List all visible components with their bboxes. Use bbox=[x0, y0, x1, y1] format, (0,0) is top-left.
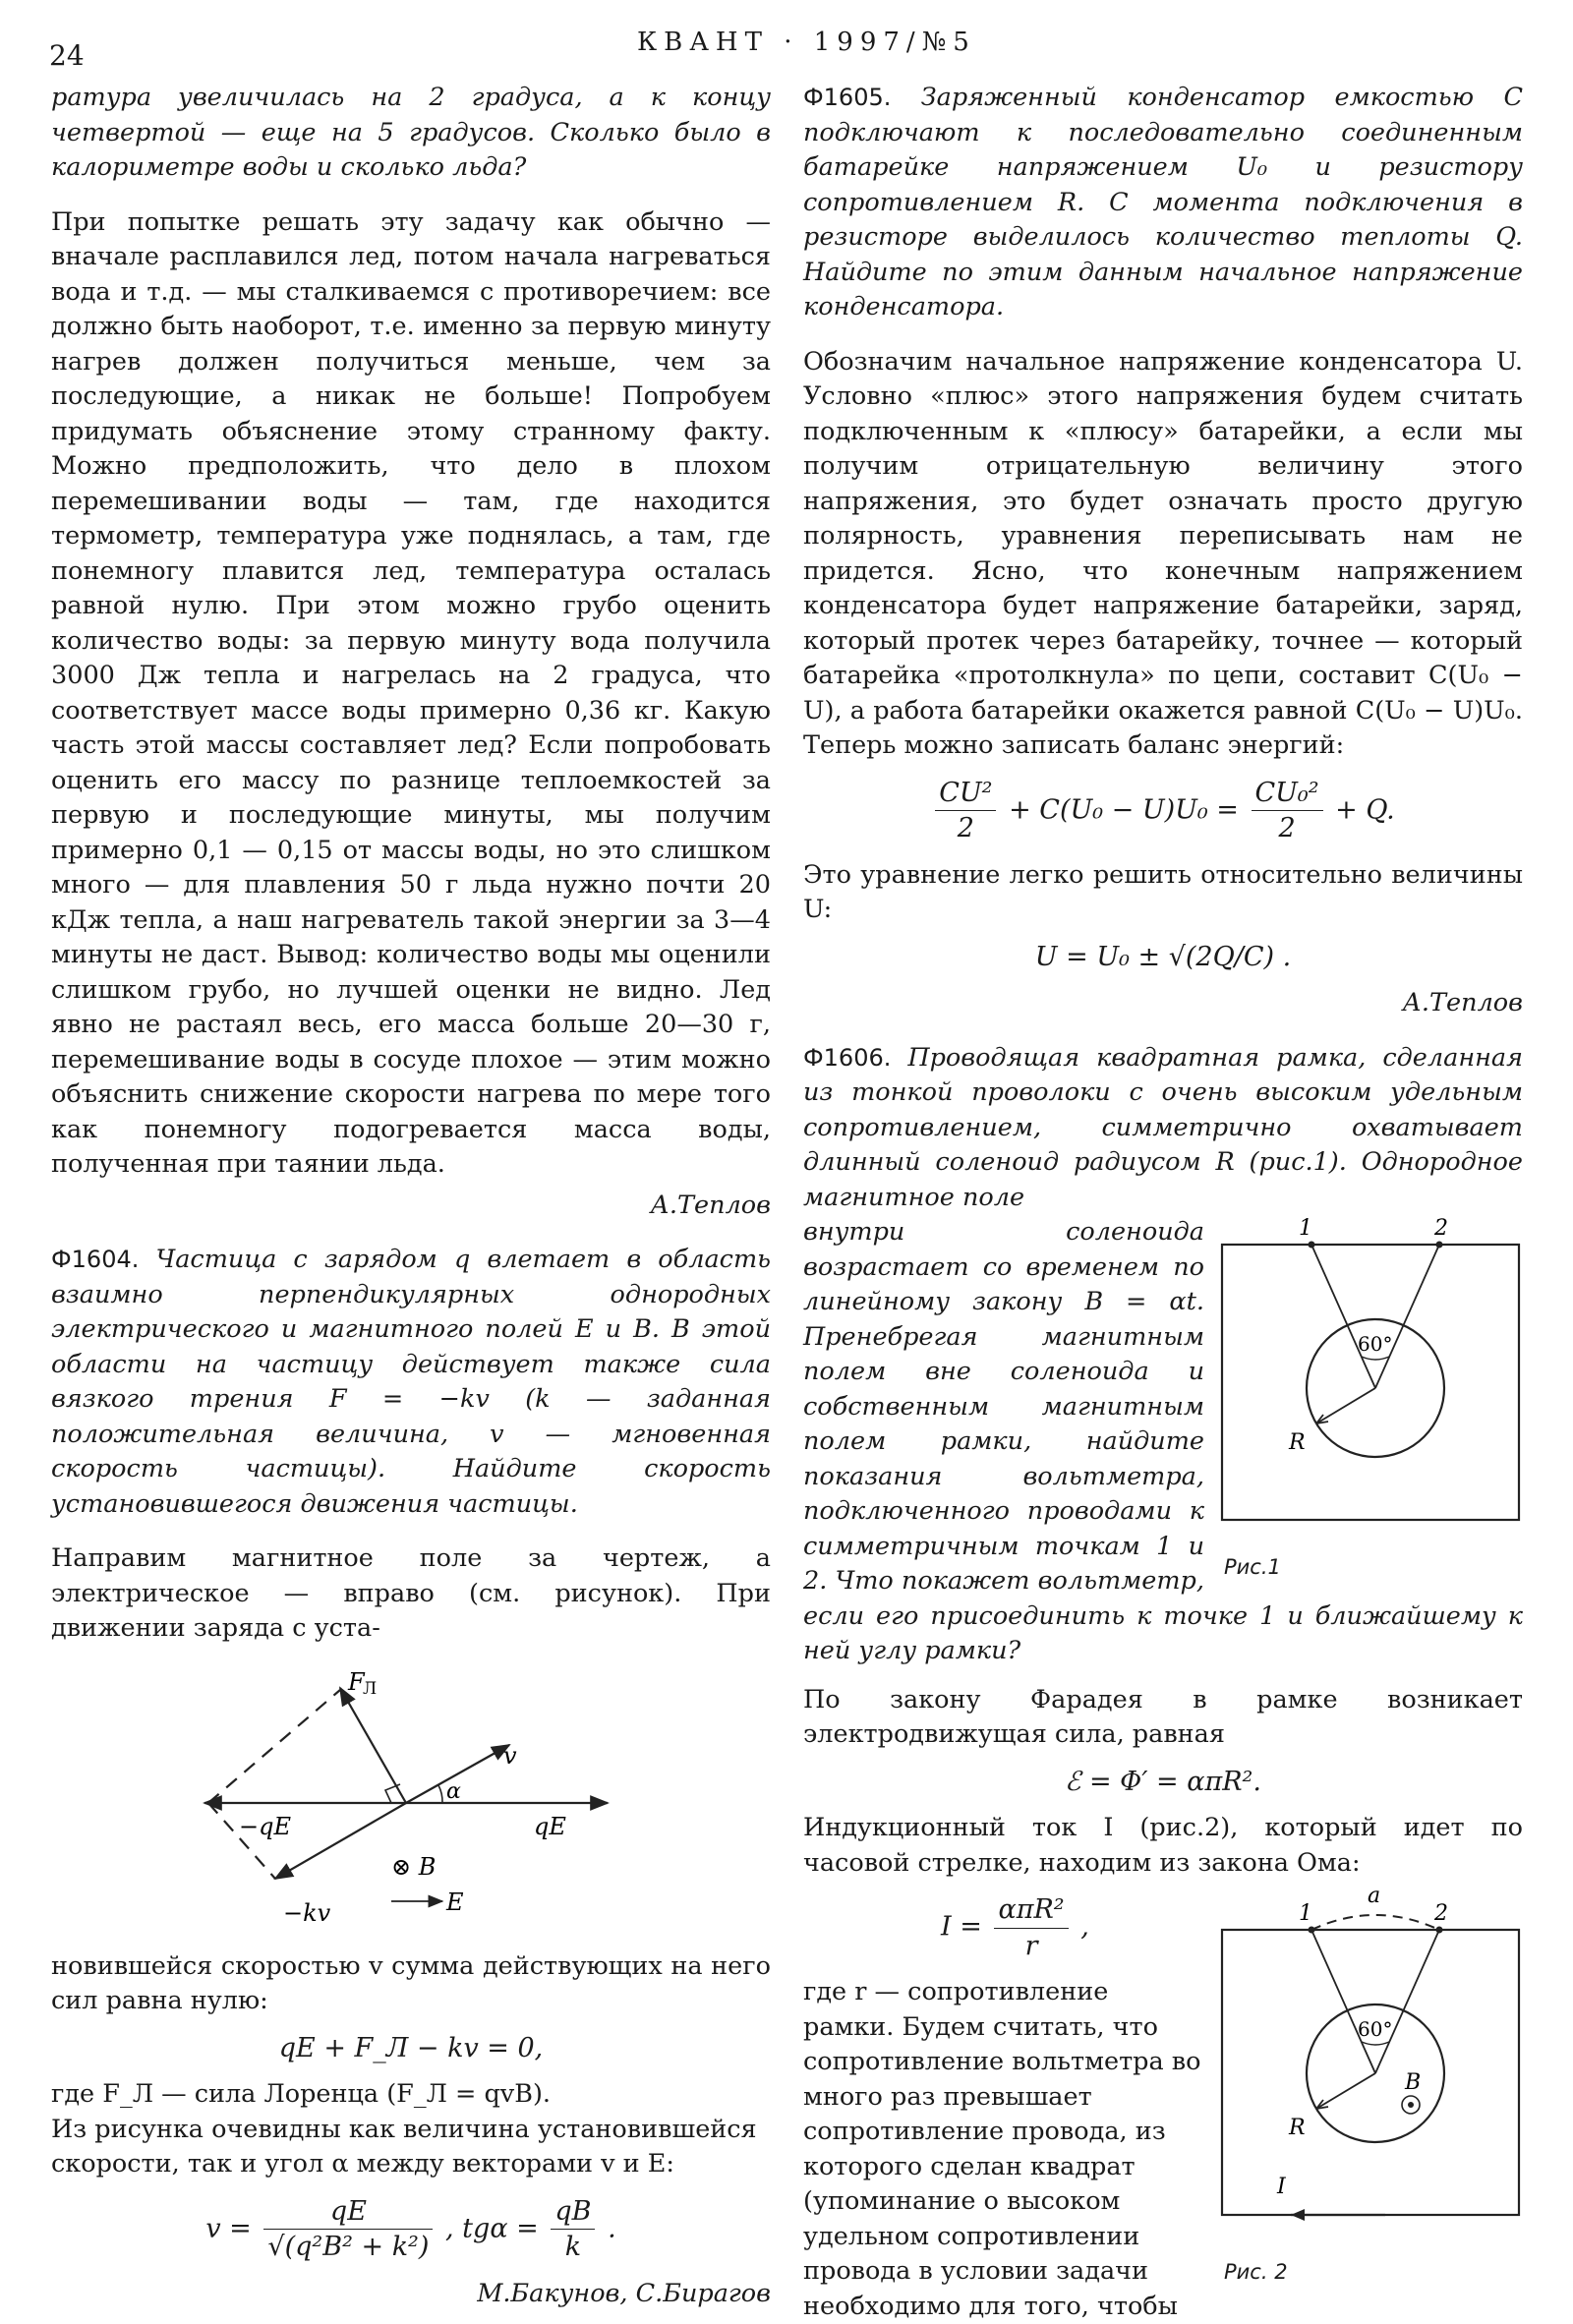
label-2: 2 bbox=[1434, 1901, 1448, 1926]
minus-kv-label: −kv bbox=[283, 1898, 331, 1927]
denominator: 2 bbox=[1278, 813, 1296, 843]
square-frame bbox=[1222, 1245, 1519, 1520]
label-a: a bbox=[1368, 1884, 1381, 1908]
eq-end: + Q. bbox=[1335, 794, 1395, 825]
eq-mid: + C(U₀ − U)U₀ = bbox=[1009, 794, 1239, 825]
fl-subscript: Л bbox=[363, 1678, 378, 1699]
left-column bbox=[51, 81, 771, 2311]
energy-equation bbox=[803, 776, 1523, 846]
solution-text: По закону Фарадея в рамке возникает электродвижущая сила, равная bbox=[803, 1684, 1523, 1749]
solution-text: Индукционный ток I (рис.2), который идет по часовой стрелке, находим из закона Ома: bbox=[803, 1813, 1523, 1878]
fraction bbox=[1252, 776, 1323, 846]
wire-line bbox=[1311, 1245, 1375, 1388]
e-symbol-label: E bbox=[446, 1888, 464, 1916]
solution-text: где r — сопротивление рамки. Будем считать, что сопротивление вольтметра во много раз превышает сопротивление провода, из которого сделан квадрат (упоминание о высоком удельном сопротивлении провода в условии задачи необходимо для того, чтобы bbox=[803, 1977, 1201, 2321]
figure-2-diagram bbox=[1218, 1881, 1523, 2244]
author-signature: М.Бакунов, С.Бирагов bbox=[477, 2278, 771, 2308]
fraction bbox=[551, 2194, 595, 2265]
u-equation: U = U₀ ± √(2Q/C) . bbox=[1034, 941, 1292, 972]
numerator: CU₀² bbox=[1252, 776, 1323, 812]
lorentz-text: где F_Л — сила Лоренца (F_Л = qvB). bbox=[51, 2079, 551, 2109]
label-b: B bbox=[1405, 2070, 1422, 2095]
angle-label: 60° bbox=[1358, 1332, 1393, 1356]
figure-1 bbox=[1218, 1215, 1523, 1585]
emf-equation: ℰ = Φ′ = απR². bbox=[1065, 1766, 1261, 1797]
alpha-label: α bbox=[446, 1778, 461, 1804]
fl-label: F bbox=[348, 1667, 365, 1696]
alpha-arc bbox=[438, 1785, 442, 1803]
v-label: v bbox=[503, 1741, 517, 1770]
dashed-line bbox=[208, 1690, 340, 1803]
problem-id: Ф1606. bbox=[803, 1043, 892, 1072]
angle-label: 60° bbox=[1358, 2017, 1393, 2041]
right-column bbox=[803, 81, 1523, 2324]
figure-1-diagram bbox=[1218, 1215, 1523, 1540]
eq-end: , bbox=[1080, 1911, 1089, 1943]
eq-end: . bbox=[608, 2213, 616, 2243]
friction-vector bbox=[275, 1803, 406, 1879]
problem-text: Заряженный конденсатор емкостью C подключают к последовательно соединенным батарейке напряжением U₀ и резистору сопротивлением R. С момента подключения в резисторе выделилось количество теплоты Q. Найдите по этим данным начальное напряжение конденсатора. bbox=[803, 83, 1523, 321]
label-i: I bbox=[1277, 2175, 1286, 2199]
problem-continuation: ратура увеличилась на 2 градуса, а к концу четвертой — еще на 5 градусов. Сколько было в калориметре воды и сколько льда? bbox=[51, 83, 771, 182]
force-balance-equation: qE + F_Л − kv = 0, bbox=[278, 2032, 544, 2063]
radius-line bbox=[1316, 2073, 1375, 2109]
numerator: CU² bbox=[935, 776, 996, 812]
problem-id: Ф1604. bbox=[51, 1246, 140, 1273]
fraction bbox=[935, 776, 996, 846]
problem-text: Частица с зарядом q влетает в область взаимно перпендикулярных однородных электрического и магнитного полей E и B. В этой области на частицу действует также сила вязкого трения F = −kv (k — заданная положительная величина, v — мгновенная скорость частицы). Найдите скорость установившегося движения частицы. bbox=[51, 1245, 772, 1519]
author-signature: А.Теплов bbox=[1402, 988, 1523, 1017]
square-frame bbox=[1222, 1930, 1519, 2215]
denominator: √(q²B² + k²) bbox=[267, 2232, 430, 2262]
path-a-dashed bbox=[1311, 1915, 1439, 1930]
figure-2 bbox=[1218, 1881, 1523, 2290]
solution-paragraph: При попытке решать эту задачу как обычно — вначале расплавился лед, потом начала нагреваться вода и т.д. — мы сталкиваемся с противоречием: все должно быть наоборот, т.е. именно за первую минуту нагрев должен получиться меньше, чем за последующие, а никак не больше! Попробуем придумать объяснение этому странному факту. Можно предположить, что дело в плохом перемешивании воды — там, где находится термометр, температура уже поднялась, а там, где понемногу плавится лед, температура осталась равной нулю. При этом можно грубо оценить количество воды: за первую минуту вода получила 3000 Дж тепла и нагрелась на 2 градуса, что соответствует массе воды примерно 0,36 кг. Какую часть этой массы составляет лед? Если попробовать оценить его массу по разнице теплоемкостей за первую и последующие минуты, мы получим примерно 0,1 — 0,15 от массы воды, но это слишком много — для плавления 50 г льда нужно почти 20 кДж тепла, а наш нагреватель такой энергии за 3—4 минуты не даст. Вывод: количество воды мы оценили слишком грубо, но лучшей оценки не видно. Лед явно не растаял весь, его масса больше 20—30 г, перемешивание воды в сосуде плохое — этим можно объяснить снижение скорости нагрева по мере того как понемногу подогревается масса воды, полученная при таянии льда. bbox=[51, 206, 771, 1179]
running-head: КВАНТ · 1997/№5 bbox=[637, 28, 976, 57]
author-signature: А.Теплов bbox=[650, 1190, 771, 1220]
radius-label: R bbox=[1289, 2116, 1306, 2140]
radius-line bbox=[1316, 1388, 1375, 1423]
point-2 bbox=[1436, 1242, 1443, 1249]
problem-f1604 bbox=[51, 1243, 771, 1522]
problem-text: внутри соленоида возрастает со временем по линейному закону B = αt. Пренебрегая магнитным полем вне соленоида и собственным магнитным полем рамки, найдите показания вольтметра, подключенного проводами к симметричным точкам 1 и 2. Что покажет вольтметр, если его присоединить к точке 1 и ближайшему к ней углу рамки? bbox=[803, 1217, 1523, 1665]
figure-caption: Рис.1 bbox=[1224, 1554, 1281, 1579]
solution-text: Обозначим начальное напряжение конденсатора U. Условно «плюс» этого напряжения будем считать подключенным к «плюсу» батарейки, а если мы получим отрицательную величину этого напряжения, это будет означать просто другую полярность, уравнения переписывать нам не придется. Ясно, что конечным напряжением конденсатора будет напряжение батарейки, заряд, который протек через батарейку, точнее — который батарейка «протолкнула» по цепи, составит C(U₀ − U), а работа батарейки окажется равной C(U₀ − U)U₀. Теперь можно записать баланс энергий: bbox=[803, 346, 1523, 760]
denominator: k bbox=[564, 2232, 582, 2262]
numerator: qE bbox=[263, 2194, 433, 2231]
solution-text: новившейся скоростью v сумма действующих на него сил равна нулю: bbox=[51, 1950, 771, 2015]
problem-f1606 bbox=[803, 1041, 1523, 1216]
numerator: qB bbox=[551, 2194, 595, 2231]
b-symbol-label: ⊗ B bbox=[391, 1852, 437, 1881]
solution-text: Из рисунка очевидны как величина установившейся скорости, так и угол α между векторами v и E: bbox=[51, 2114, 757, 2179]
numerator: απR² bbox=[994, 1892, 1068, 1929]
eq-lhs: v = bbox=[205, 2213, 252, 2243]
qe-label: qE bbox=[534, 1812, 566, 1840]
angle-arc bbox=[1362, 1357, 1389, 1360]
force-diagram bbox=[185, 1660, 637, 1936]
velocity-equation bbox=[51, 2194, 771, 2265]
problem-f1605 bbox=[803, 81, 1523, 325]
label-2: 2 bbox=[1434, 1216, 1448, 1241]
point-1 bbox=[1309, 1927, 1315, 1934]
eq-mid: , tgα = bbox=[445, 2213, 539, 2243]
eq-lhs: I = bbox=[941, 1911, 982, 1943]
b-dot bbox=[1408, 2102, 1414, 2108]
fraction bbox=[263, 2194, 433, 2265]
label-1: 1 bbox=[1299, 1901, 1312, 1926]
angle-arc bbox=[1362, 2042, 1389, 2045]
solution-text: Направим магнитное поле за чертеж, а электрическое — вправо (см. рисунок). При движении заряда с уста- bbox=[51, 1543, 771, 1643]
denominator: 2 bbox=[957, 813, 974, 843]
label-1: 1 bbox=[1299, 1216, 1312, 1241]
fraction bbox=[994, 1892, 1068, 1963]
radius-label: R bbox=[1289, 1430, 1306, 1455]
solution-text: Это уравнение легко решить относительно величины U: bbox=[803, 859, 1523, 924]
page-number: 24 bbox=[49, 39, 85, 72]
problem-text: Проводящая квадратная рамка, сделанная из тонкой проволоки с очень высоким удельным сопротивлением, симметрично охватывает длинный соленоид радиусом R (рис.1). Однородное магнитное поле bbox=[803, 1042, 1523, 1212]
point-1 bbox=[1309, 1242, 1315, 1249]
denominator: r bbox=[1024, 1930, 1038, 1961]
problem-id: Ф1605. bbox=[803, 84, 892, 111]
wire-line bbox=[1375, 1930, 1439, 2073]
current-arrowhead bbox=[1291, 2209, 1305, 2221]
page-header bbox=[0, 28, 1573, 72]
point-2 bbox=[1436, 1927, 1443, 1934]
minus-qe-label: −qE bbox=[239, 1812, 291, 1840]
wire-line bbox=[1375, 1245, 1439, 1388]
wire-line bbox=[1311, 1930, 1375, 2073]
figure-caption: Рис. 2 bbox=[1224, 2259, 1288, 2284]
